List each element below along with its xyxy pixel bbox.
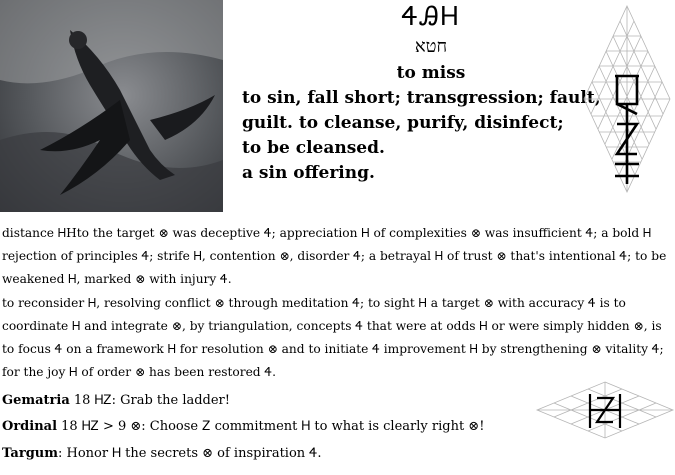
ordinal-text: 18 ᎻᏃ > 9 ⊗: Choose Ꮓ commitment Ꮋ to what is clearly right ⊗! <box>57 419 485 434</box>
gematria-label: Gematria <box>2 393 70 408</box>
definition-line: to be cleansed. <box>242 138 385 158</box>
targum-label: Targum <box>2 446 58 461</box>
paragraph-first: distance ᎻHto the target ⊗ was deceptive Ꮞ; appreciation Ꮋ of complexities ⊗ was insufficient Ꮞ; a bold Ꮋ rejection of principles Ꮞ; strife Ꮋ, contention ⊗, disorder Ꮞ; a betrayal Ꮋ of trust ⊗ that's intentional Ꮞ; to be weakened Ꮋ, marked ⊗ with injury Ꮞ. <box>2 226 667 286</box>
gematria-text: 18 ᎻᏃ: Grab the ladder! <box>69 393 231 408</box>
falling-angel-illustration <box>0 0 223 212</box>
ordinal-label: Ordinal <box>2 419 58 434</box>
targum-line <box>2 443 322 465</box>
word-header <box>240 0 610 186</box>
paleo-hebrew-word: ᏎᎯᎻ <box>401 2 461 32</box>
gematria-line <box>2 390 230 412</box>
definition-line: guilt. to cleanse, purify, disinfect; <box>242 113 564 133</box>
letter-grid-diamond <box>582 4 672 194</box>
ordinal-line <box>2 416 484 438</box>
targum-text: : Honor Ꮋ the secrets ⊗ of inspiration Ꮞ. <box>58 446 322 461</box>
gematria-grid-diamond <box>535 380 675 440</box>
gloss: to miss <box>396 63 466 83</box>
definition-line: a sin offering. <box>242 163 375 183</box>
paragraph-second: to reconsider Ꮋ, resolving conflict ⊗ through meditation Ꮞ; to sight Ꮋ a target ⊗ with accuracy Ꮞ is to coordinate Ꮋ and integrate ⊗, by triangulation, concepts Ꮞ that were at odds Ꮋ or were simply hidden ⊗, is to focus Ꮞ on a framework Ꮋ for resolution ⊗ and to initiate Ꮞ improvement Ꮋ by strengthening ⊗ vitality Ꮞ; for the joy Ꮋ of order ⊗ has been restored Ꮞ. <box>2 296 664 379</box>
definition-line: to sin, fall short; transgression; fault, <box>242 88 601 108</box>
hebrew-word: חטא <box>414 36 448 57</box>
